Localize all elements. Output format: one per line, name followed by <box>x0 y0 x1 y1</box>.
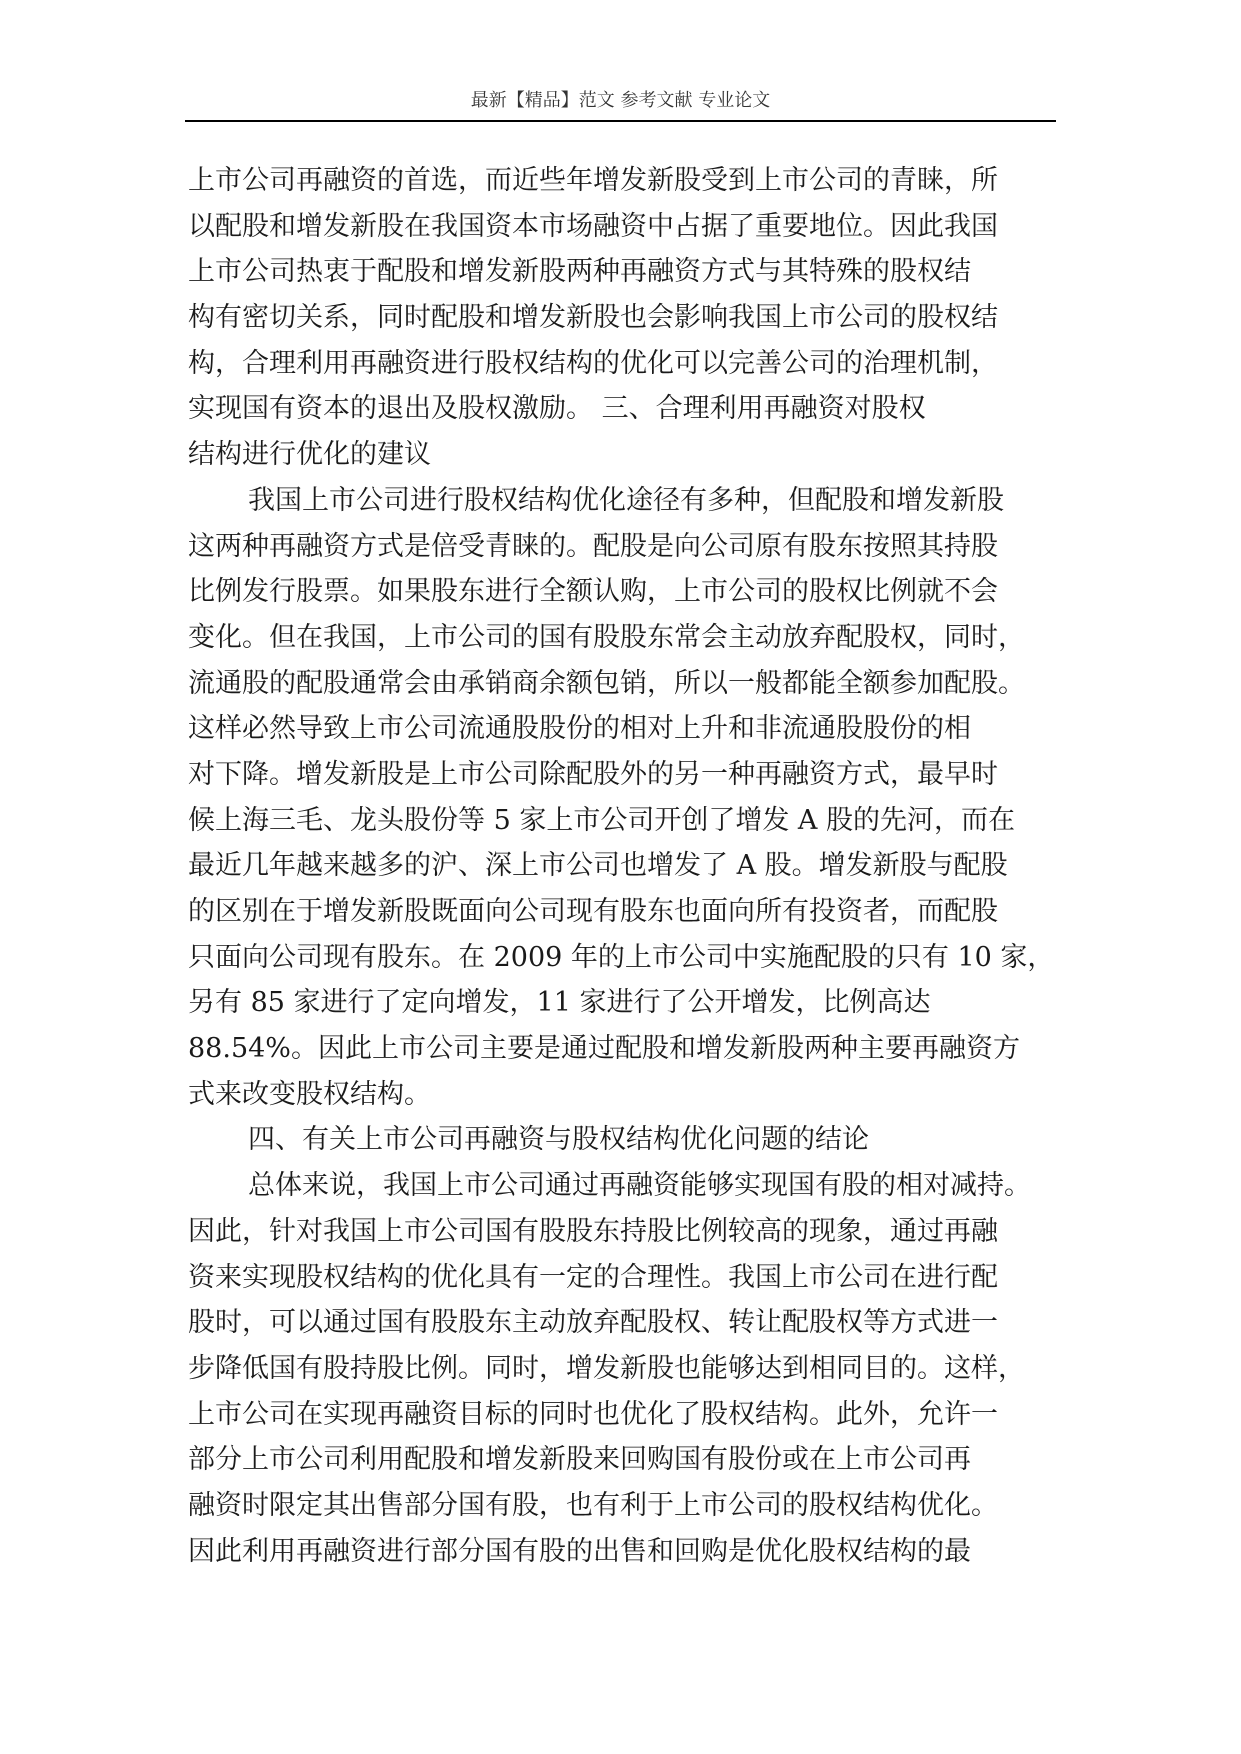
text-line: 的区别在于增发新股既面向公司现有股东也面向所有投资者，而配股 <box>188 896 998 927</box>
text-line: 实现国有资本的退出及股权激励。 三、合理利用再融资对股权 <box>188 393 926 425</box>
text-line: 式来改变股权结构。 <box>188 1078 431 1110</box>
text-line: 比例发行股票。如果股东进行全额认购，上市公司的股权比例就不会 <box>188 576 998 608</box>
text-line: 候上海三毛、龙头股份等 5 家上市公司开创了增发 A 股的先河，而在 <box>188 804 1016 836</box>
text-line: 上市公司再融资的首选，而近些年增发新股受到上市公司的青睐，所 <box>188 165 998 196</box>
text-line: 变化。但在我国，上市公司的国有股股东常会主动放弃配股权，同时， <box>188 621 1025 653</box>
text-line: 上市公司在实现再融资目标的同时也优化了股权结构。此外，允许一 <box>188 1398 998 1430</box>
text-line: 融资时限定其出售部分国有股，也有利于上市公司的股权结构优化。 <box>188 1489 998 1521</box>
text-line: 以配股和增发新股在我国资本市场融资中占据了重要地位。因此我国 <box>188 210 998 242</box>
text-line: 另有 85 家进行了定向增发，11 家进行了公开增发，比例高达 <box>188 987 931 1019</box>
text-line: 因此，针对我国上市公司国有股股东持股比例较高的现象，通过再融 <box>188 1215 998 1247</box>
text-line: 总体来说，我国上市公司通过再融资能够实现国有股的相对减持。 <box>248 1170 1031 1202</box>
text-line: 资来实现股权结构的优化具有一定的合理性。我国上市公司在进行配 <box>188 1261 998 1293</box>
page-header: 最新【精品】范文 参考文献 专业论文 <box>185 86 1056 122</box>
text-line: 最近几年越来越多的沪、深上市公司也增发了 A 股。增发新股与配股 <box>188 850 1008 882</box>
text-line: 部分上市公司利用配股和增发新股来回购国有股份或在上市公司再 <box>188 1444 971 1476</box>
text-line: 我国上市公司进行股权结构优化途径有多种，但配股和增发新股 <box>248 484 1004 516</box>
text-line: 88.54%。因此上市公司主要是通过配股和增发新股两种主要再融资方 <box>188 1033 1020 1065</box>
text-line: 结构进行优化的建议 <box>188 439 431 471</box>
text-line: 这样必然导致上市公司流通股股份的相对上升和非流通股股份的相 <box>188 713 971 745</box>
text-line: 这两种再融资方式是倍受青睐的。配股是向公司原有股东按照其持股 <box>188 530 998 562</box>
text-line: 构有密切关系，同时配股和增发新股也会影响我国上市公司的股权结 <box>188 302 998 334</box>
text-line: 因此利用再融资进行部分国有股的出售和回购是优化股权结构的最 <box>188 1535 971 1567</box>
text-line: 对下降。增发新股是上市公司除配股外的另一种再融资方式，最早时 <box>188 758 998 790</box>
text-line: 步降低国有股持股比例。同时，增发新股也能够达到相同目的。这样， <box>188 1352 1025 1384</box>
text-line: 股时，可以通过国有股股东主动放弃配股权、转让配股权等方式进一 <box>188 1307 998 1339</box>
text-line: 构，合理利用再融资进行股权结构的优化可以完善公司的治理机制， <box>188 347 998 379</box>
document-body <box>188 158 1068 1574</box>
text-line: 只面向公司现有股东。在 2009 年的上市公司中实施配股的只有 10 家， <box>188 941 1055 973</box>
text-line: 流通股的配股通常会由承销商余额包销，所以一般都能全额参加配股。 <box>188 667 1025 699</box>
text-line: 上市公司热衷于配股和增发新股两种再融资方式与其特殊的股权结 <box>188 256 971 288</box>
text-line: 四、有关上市公司再融资与股权结构优化问题的结论 <box>248 1124 869 1156</box>
